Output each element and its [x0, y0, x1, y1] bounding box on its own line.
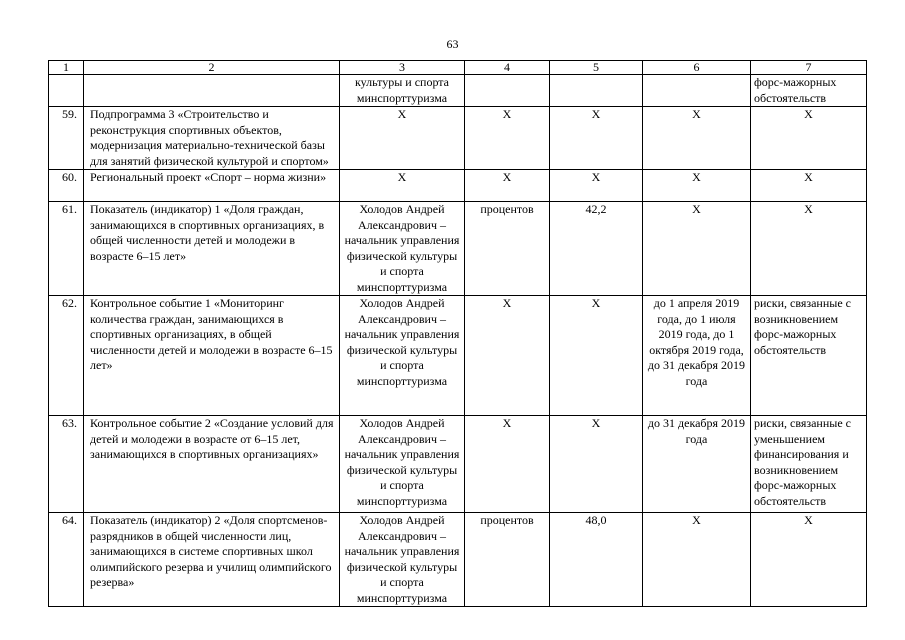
row-unit	[465, 75, 550, 107]
column-header: 2	[84, 61, 340, 75]
row-deadline: Х	[643, 513, 751, 607]
table-row	[49, 416, 867, 513]
row-value: Х	[550, 170, 643, 202]
row-responsible: Холодов Андрей Александрович – начальник управления физической культуры и спорта минспорттуризма	[340, 513, 465, 607]
row-responsible: культуры и спорта минспорттуризма	[340, 75, 465, 107]
table-row	[49, 513, 867, 607]
row-deadline: Х	[643, 202, 751, 296]
column-header: 3	[340, 61, 465, 75]
row-deadline	[643, 75, 751, 107]
row-number	[49, 75, 84, 107]
row-value: Х	[550, 416, 643, 513]
row-value: Х	[550, 296, 643, 416]
row-value: 42,2	[550, 202, 643, 296]
row-risks: форс-мажорных обстоятельств	[751, 75, 867, 107]
row-unit: Х	[465, 107, 550, 170]
table-row	[49, 202, 867, 296]
row-responsible: Х	[340, 107, 465, 170]
row-number: 64.	[49, 513, 84, 607]
row-responsible: Х	[340, 170, 465, 202]
column-number-row	[49, 61, 867, 75]
row-number: 61.	[49, 202, 84, 296]
row-number: 59.	[49, 107, 84, 170]
row-name: Показатель (индикатор) 1 «Доля граждан, занимающихся в спортивных организациях, в общей численности детей и молодежи в возрасте 6–15 лет»	[84, 202, 340, 296]
row-name: Контрольное событие 1 «Мониторинг количества граждан, занимающихся в спортивных организациях, в общей численности детей и молодежи в возрасте 6–15 лет»	[84, 296, 340, 416]
column-header: 4	[465, 61, 550, 75]
row-number: 60.	[49, 170, 84, 202]
row-risks: Х	[751, 202, 867, 296]
row-responsible: Холодов Андрей Александрович – начальник управления физической культуры и спорта минспорттуризма	[340, 416, 465, 513]
row-risks: Х	[751, 107, 867, 170]
row-value: Х	[550, 107, 643, 170]
row-name: Подпрограмма 3 «Строительство и реконструкция спортивных объектов, модернизация материально-технической базы для занятий физической культурой и спортом»	[84, 107, 340, 170]
row-responsible: Холодов Андрей Александрович – начальник управления физической культуры и спорта минспорттуризма	[340, 202, 465, 296]
row-risks: Х	[751, 170, 867, 202]
row-deadline: Х	[643, 107, 751, 170]
program-table	[48, 60, 867, 607]
row-deadline: Х	[643, 170, 751, 202]
row-risks: риски, связанные с уменьшением финансирования и возникновением форс-мажорных обстоятельств	[751, 416, 867, 513]
table-row	[49, 107, 867, 170]
column-header: 5	[550, 61, 643, 75]
row-risks: риски, связанные с возникновением форс-мажорных обстоятельств	[751, 296, 867, 416]
row-value: 48,0	[550, 513, 643, 607]
row-name: Показатель (индикатор) 2 «Доля спортсменов-разрядников в общей численности лиц, занимающихся в системе спортивных школ олимпийского резерва и училищ олимпийского резерва»	[84, 513, 340, 607]
row-unit: Х	[465, 296, 550, 416]
row-name: Региональный проект «Спорт – норма жизни»	[84, 170, 340, 202]
table-row	[49, 296, 867, 416]
row-number: 62.	[49, 296, 84, 416]
page-number: 63	[446, 37, 459, 51]
row-value	[550, 75, 643, 107]
row-unit: Х	[465, 170, 550, 202]
column-header: 1	[49, 61, 84, 75]
table-row	[49, 75, 867, 107]
row-unit: процентов	[465, 513, 550, 607]
row-unit: Х	[465, 416, 550, 513]
row-number: 63.	[49, 416, 84, 513]
row-name	[84, 75, 340, 107]
row-name: Контрольное событие 2 «Создание условий для детей и молодежи в возрасте от 6–15 лет, занимающихся в спортивных организациях»	[84, 416, 340, 513]
row-deadline: до 1 апреля 2019 года, до 1 июля 2019 года, до 1 октября 2019 года, до 31 декабря 2019 года	[643, 296, 751, 416]
row-deadline: до 31 декабря 2019 года	[643, 416, 751, 513]
row-unit: процентов	[465, 202, 550, 296]
row-responsible: Холодов Андрей Александрович – начальник управления физической культуры и спорта минспорттуризма	[340, 296, 465, 416]
table-row	[49, 170, 867, 202]
row-risks: Х	[751, 513, 867, 607]
column-header: 7	[751, 61, 867, 75]
column-header: 6	[643, 61, 751, 75]
